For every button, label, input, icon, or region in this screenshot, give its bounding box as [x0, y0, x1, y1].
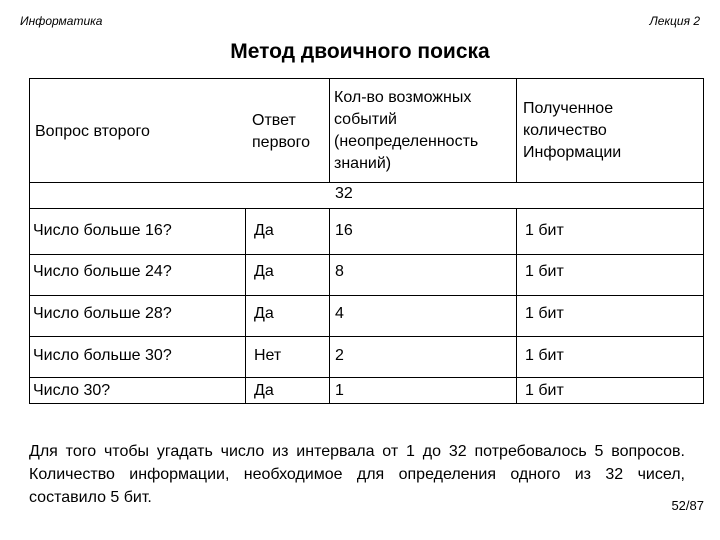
table-col-divider-3-header	[516, 78, 517, 182]
initial-count: 32	[335, 185, 353, 202]
table-line-row1	[29, 254, 704, 255]
slide-title: Метод двоичного поиска	[230, 40, 490, 63]
header-count	[334, 87, 478, 175]
row-answer: Нет	[254, 347, 282, 364]
row-question: Число больше 16?	[33, 222, 172, 239]
row-question: Число больше 30?	[33, 347, 172, 364]
header-count-line: Кол-во возможных	[334, 89, 472, 106]
header-answer	[252, 110, 310, 154]
binary-search-table	[29, 78, 704, 404]
header-answer-line: Ответ	[252, 112, 296, 129]
row-count: 8	[335, 263, 344, 280]
header-info	[523, 98, 621, 164]
row-answer: Да	[254, 222, 274, 239]
row-info: 1 бит	[525, 263, 564, 280]
course-name: Информатика	[20, 14, 103, 28]
header-info-line: Информации	[523, 144, 622, 161]
row-count: 16	[335, 222, 353, 239]
header-answer-line: первого	[252, 134, 311, 151]
row-answer: Да	[254, 305, 274, 322]
header-count-line: (неопределенность	[334, 133, 479, 150]
row-question: Число 30?	[33, 382, 111, 399]
header-count-line: событий	[334, 111, 397, 128]
header-info-line: Полученное	[523, 100, 614, 117]
row-count: 1	[335, 382, 344, 399]
row-question: Число больше 28?	[33, 305, 172, 322]
row-answer: Да	[254, 382, 274, 399]
table-border-right	[703, 78, 704, 404]
row-info: 1 бит	[525, 382, 564, 399]
header-info-line: количество	[523, 122, 607, 139]
row-answer: Да	[254, 263, 274, 280]
conclusion-paragraph: Для того чтобы угадать число из интервала от 1 до 32 потребовалось 5 вопросов. Количество информации, необходимое для определения одного из 32 чисел, составило 5 бит.	[29, 443, 685, 506]
row-count: 2	[335, 347, 344, 364]
table-line-row4	[29, 377, 704, 378]
row-info: 1 бит	[525, 222, 564, 239]
table-line-row3	[29, 336, 704, 337]
header-question: Вопрос второго	[35, 123, 150, 140]
page-number: 52/87	[671, 498, 704, 513]
table-line-row2	[29, 295, 704, 296]
row-info: 1 бит	[525, 305, 564, 322]
row-question: Число больше 24?	[33, 263, 172, 280]
table-border-top	[29, 78, 704, 79]
row-info: 1 бит	[525, 347, 564, 364]
table-line-initial-bottom	[29, 208, 704, 209]
table-col-divider-3	[516, 208, 517, 404]
table-col-divider-2	[329, 208, 330, 404]
row-count: 4	[335, 305, 344, 322]
table-col-divider-2-header	[329, 78, 330, 182]
lecture-number: Лекция 2	[649, 14, 700, 28]
table-line-header-bottom	[29, 182, 704, 183]
header-count-line: знаний)	[334, 155, 392, 172]
table-border-bottom	[29, 403, 704, 404]
table-border-left	[29, 78, 30, 404]
table-col-divider-1	[245, 208, 246, 404]
